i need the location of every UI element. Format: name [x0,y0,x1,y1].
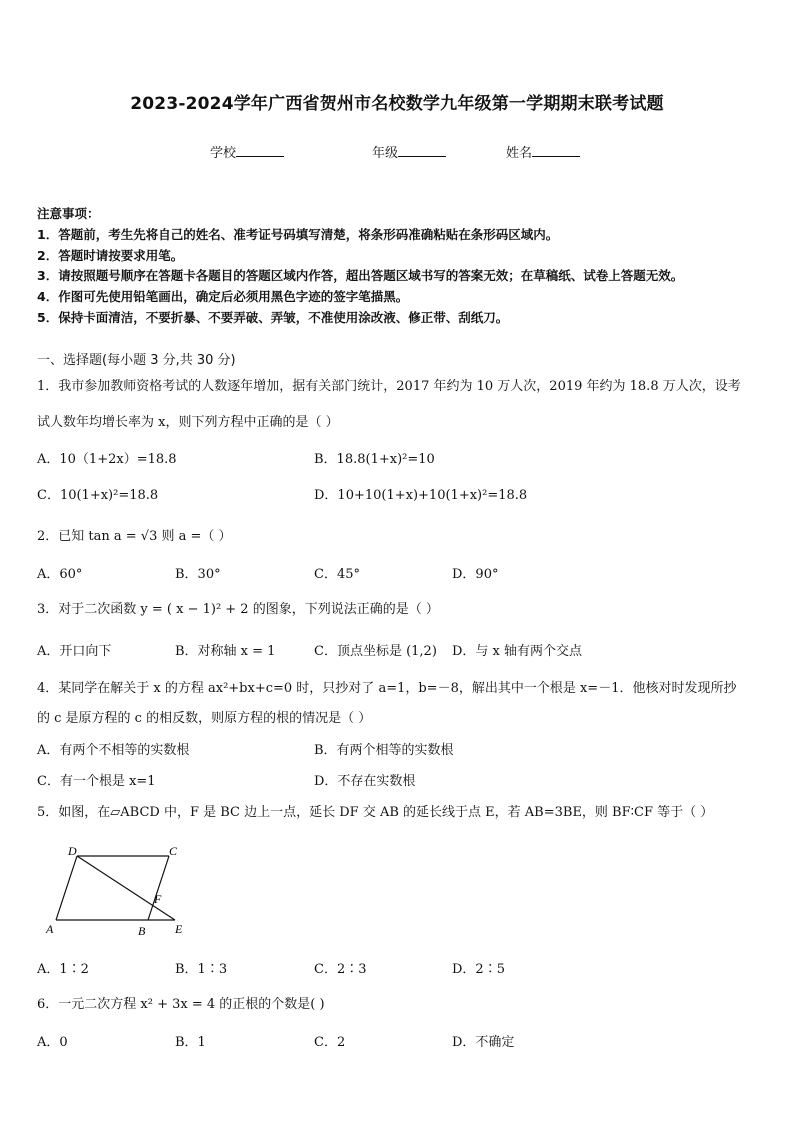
vertex-label-a: A [46,922,54,936]
school-label: 学校 [210,146,237,161]
question-1-line1: 1．我市参加教师资格考试的人数逐年增加，据有关部门统计，2017 年约为 10 万人次，2019 年约为 18.8 万人次，设考 [37,379,741,394]
question-1-line2: 试人数年均增长率为 x，则下列方程中正确的是（ ） [37,415,339,430]
note-item: 4．作图可先使用铅笔画出，确定后必须用黑色字迹的签字笔描黑。 [37,289,409,304]
q3-option-c: C．顶点坐标是 (1,2) [314,644,437,659]
question-4-line1: 4．某同学在解关于 x 的方程 ax²+bx+c=0 时，只抄对了 a=1，b=－8，解出其中一个根是 x=－1．他核对时发现所抄 [37,681,737,696]
q6-option-b: B．1 [175,1035,206,1050]
page-title: 2023-2024学年广西省贺州市名校数学九年级第一学期期末联考试题 [130,94,664,114]
q2-option-c: C．45° [314,567,360,582]
note-item: 5．保持卡面清洁，不要折暴、不要弄破、弄皱，不准使用涂改液、修正带、刮纸刀。 [37,310,509,325]
question-6: 6．一元二次方程 x² + 3x = 4 的正根的个数是( ) [37,997,325,1012]
note-item: 2．答题时请按要求用笔。 [37,248,184,263]
school-field [210,142,284,161]
question-3: 3．对于二次函数 y = ( x − 1)² + 2 的图象，下列说法正确的是（ ） [37,602,439,617]
vertex-label-b: B [138,924,146,938]
question-2: 2．已知 tan a = √3 则 a =（ ） [37,529,232,544]
point-label-f: F [154,892,162,906]
q3-option-b: B．对称轴 x = 1 [175,644,276,659]
q4-option-d: D．不存在实数根 [314,774,416,789]
q5-option-b: B．1∶3 [175,962,228,977]
q3-option-a: A．开口向下 [37,644,112,659]
q6-option-a: A．0 [37,1035,68,1050]
note-item: 3．请按照题号顺序在答题卡各题目的答题区域内作答，超出答题区域书写的答案无效；在草稿纸、试卷上答题无效。 [37,268,684,283]
q2-option-d: D．90° [452,567,499,582]
q4-option-c: C．有一个根是 x=1 [37,774,156,789]
segment-cb [148,856,169,920]
name-field [506,142,580,161]
note-item: 1．答题前，考生先将自己的姓名、准考证号码填写清楚，将条形码准确粘贴在条形码区域内。 [37,227,559,242]
q6-option-d: D．不确定 [452,1035,515,1050]
question-4-line2: 的 c 是原方程的 c 的相反数，则原方程的根的情况是（ ） [37,711,372,726]
grade-field [372,142,446,161]
notes-heading: 注意事项： [37,206,100,221]
grade-label: 年级 [372,146,399,161]
q5-option-d: D．2∶5 [452,962,505,977]
q3-option-d: D．与 x 轴有两个交点 [452,644,583,659]
vertex-label-c: C [169,844,178,858]
name-label: 姓名 [506,146,533,161]
q5-option-a: A．1∶2 [37,962,89,977]
question-5: 5．如图，在▱ABCD 中，F 是 BC 边上一点，延长 DF 交 AB 的延长线于点 E，若 AB=3BE，则 BF∶CF 等于（ ） [37,805,714,820]
section-heading: 一、选择题(每小题 3 分,共 30 分) [37,353,236,368]
parallelogram-figure [40,840,200,940]
q6-option-c: C．2 [314,1035,346,1050]
segment-da [56,856,77,920]
grade-blank [398,144,446,157]
q2-option-b: B．30° [175,567,221,582]
school-blank [236,144,284,157]
vertex-label-d: D [68,844,77,858]
q1-option-a: A．10（1+2x）=18.8 [37,452,177,467]
point-label-e: E [175,922,183,936]
q4-option-b: B．有两个相等的实数根 [314,743,454,758]
name-blank [532,144,580,157]
q2-option-a: A．60° [37,567,83,582]
q1-option-d: D．10+10(1+x)+10(1+x)²=18.8 [314,488,528,503]
q1-option-b: B．18.8(1+x)²=10 [314,452,435,467]
q1-option-c: C．10(1+x)²=18.8 [37,488,159,503]
q5-option-c: C．2∶3 [314,962,367,977]
segment-de [77,856,175,920]
q4-option-a: A．有两个不相等的实数根 [37,743,190,758]
